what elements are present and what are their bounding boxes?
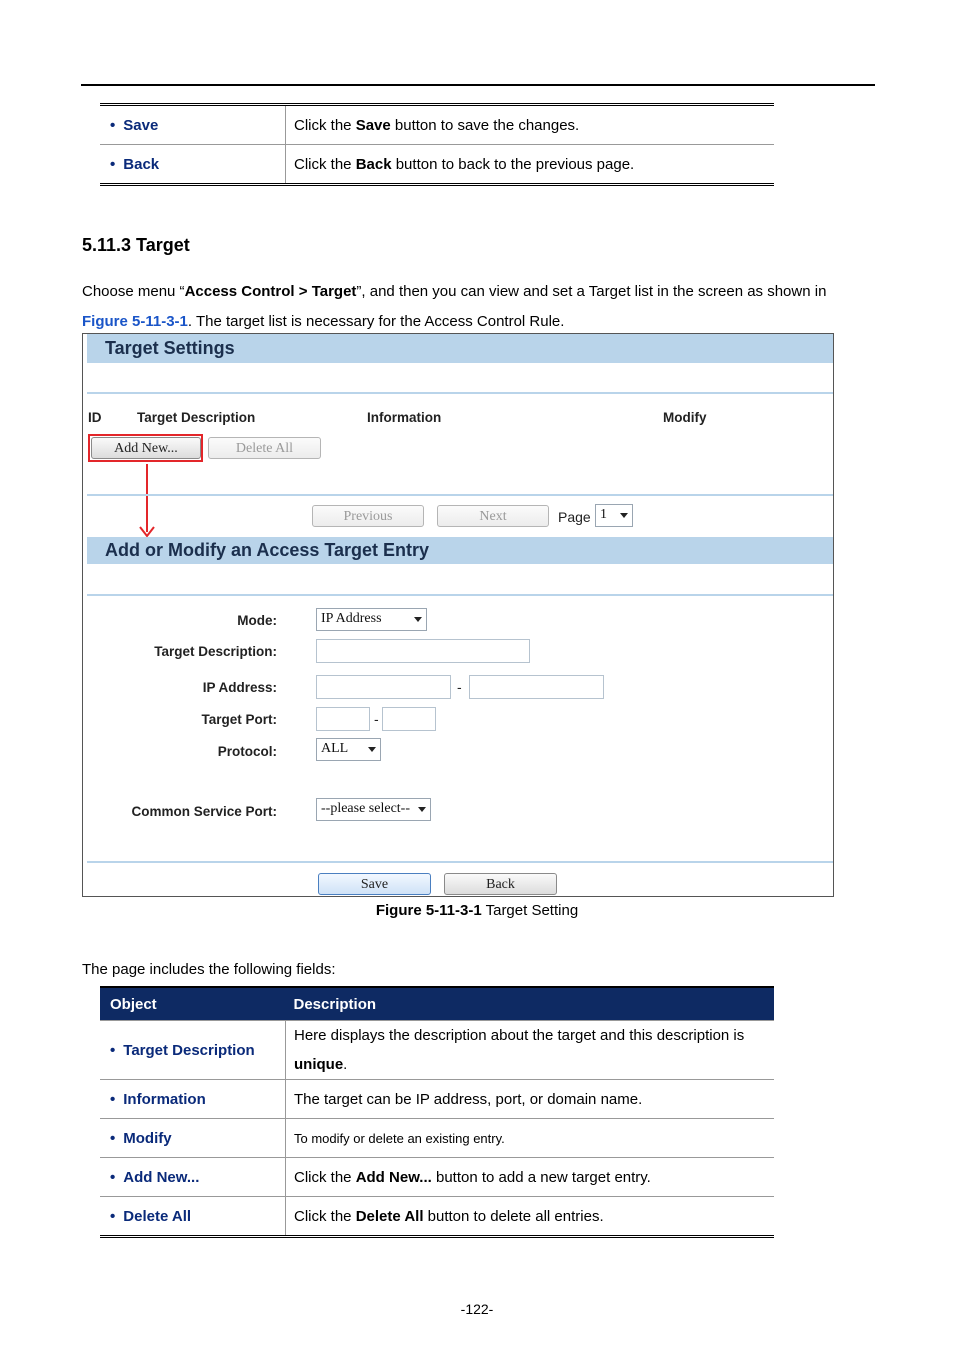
divider xyxy=(87,494,833,496)
object-name: • Modify xyxy=(110,1130,172,1147)
header-object: Object xyxy=(100,987,286,1021)
figure-caption: Figure 5-11-3-1 Target Setting xyxy=(375,902,579,919)
target-port-end-input[interactable] xyxy=(382,707,436,731)
target-port-label: Target Port: xyxy=(201,712,277,727)
target-settings-screenshot xyxy=(82,333,834,897)
mode-label: Mode: xyxy=(237,613,277,628)
mode-select[interactable]: IP Address xyxy=(316,608,427,631)
table-row: • Delete All Click the Delete All button to delete all entries. xyxy=(100,1197,774,1237)
table-row: • Information The target can be IP address, port, or domain name. xyxy=(100,1080,774,1119)
previous-button[interactable]: Previous xyxy=(312,505,424,527)
protocol-select[interactable]: ALL xyxy=(316,738,381,761)
target-description-label: Target Description: xyxy=(154,644,277,659)
page-label: Page xyxy=(558,509,591,525)
intro-paragraph: Choose menu “Access Control > Target”, and then you can view and set a Target list in the screen as shown in Figure 5-11-3-1. The target list is necessary for the Access Control Rule. xyxy=(82,283,827,330)
divider xyxy=(87,594,833,596)
common-service-port-select[interactable]: --please select-- xyxy=(316,798,431,821)
form-title: Add or Modify an Access Target Entry xyxy=(105,540,430,560)
ip-range-dash: - xyxy=(457,679,462,695)
chevron-down-icon xyxy=(414,617,422,622)
list-title-bar xyxy=(87,334,833,363)
table-row: • Save Click the Save button to save the changes. xyxy=(100,105,774,145)
ip-address-end-input[interactable] xyxy=(469,675,604,699)
add-new-button[interactable]: Add New... xyxy=(91,437,201,459)
ip-address-start-input[interactable] xyxy=(316,675,451,699)
back-button[interactable]: Back xyxy=(444,873,557,895)
object-name: • Save xyxy=(110,117,158,134)
figure-link[interactable]: Figure 5-11-3-1 xyxy=(82,313,188,330)
chevron-down-icon xyxy=(418,807,426,812)
page-select[interactable]: 1 xyxy=(595,504,633,527)
ip-address-label: IP Address: xyxy=(202,680,277,695)
fields-table xyxy=(100,986,774,1238)
delete-all-button[interactable]: Delete All xyxy=(208,437,321,459)
chevron-down-icon xyxy=(620,513,628,518)
fields-intro: The page includes the following fields: xyxy=(82,961,336,978)
page-number: -122- xyxy=(460,1301,494,1317)
target-port-start-input[interactable] xyxy=(316,707,370,731)
common-service-port-label: Common Service Port: xyxy=(131,804,277,819)
divider xyxy=(87,861,833,863)
button-description-table xyxy=(100,103,774,186)
object-name: • Target Description xyxy=(110,1042,255,1059)
chevron-down-icon xyxy=(368,747,376,752)
protocol-label: Protocol: xyxy=(217,744,277,759)
divider xyxy=(87,392,833,394)
table-row: • Add New... Click the Add New... button to add a new target entry. xyxy=(100,1158,774,1197)
column-target-description: Target Description xyxy=(137,410,256,425)
table-row: • Modify To modify or delete an existing entry. xyxy=(100,1119,774,1158)
target-description-input[interactable] xyxy=(316,639,530,663)
next-button[interactable]: Next xyxy=(437,505,549,527)
header-rule xyxy=(81,84,875,86)
table-header xyxy=(100,987,774,1021)
object-name: • Back xyxy=(110,156,159,173)
table-row: • Back Click the Back button to back to the previous page. xyxy=(100,145,774,185)
column-information: Information xyxy=(367,410,442,425)
header-description: Description xyxy=(286,987,775,1021)
object-name: • Information xyxy=(110,1091,206,1108)
save-button[interactable]: Save xyxy=(318,873,431,895)
arrow xyxy=(146,464,148,532)
object-name: • Delete All xyxy=(110,1208,191,1225)
list-title: Target Settings xyxy=(105,338,235,358)
form-title-bar xyxy=(87,537,833,564)
section-heading: 5.11.3 Target xyxy=(82,235,190,255)
object-name: • Add New... xyxy=(110,1169,199,1186)
column-modify: Modify xyxy=(663,410,707,425)
table-row: • Target Description Here displays the description about the target and this description is unique. xyxy=(100,1021,774,1080)
port-range-dash: - xyxy=(374,711,379,727)
column-id: ID xyxy=(88,410,102,425)
